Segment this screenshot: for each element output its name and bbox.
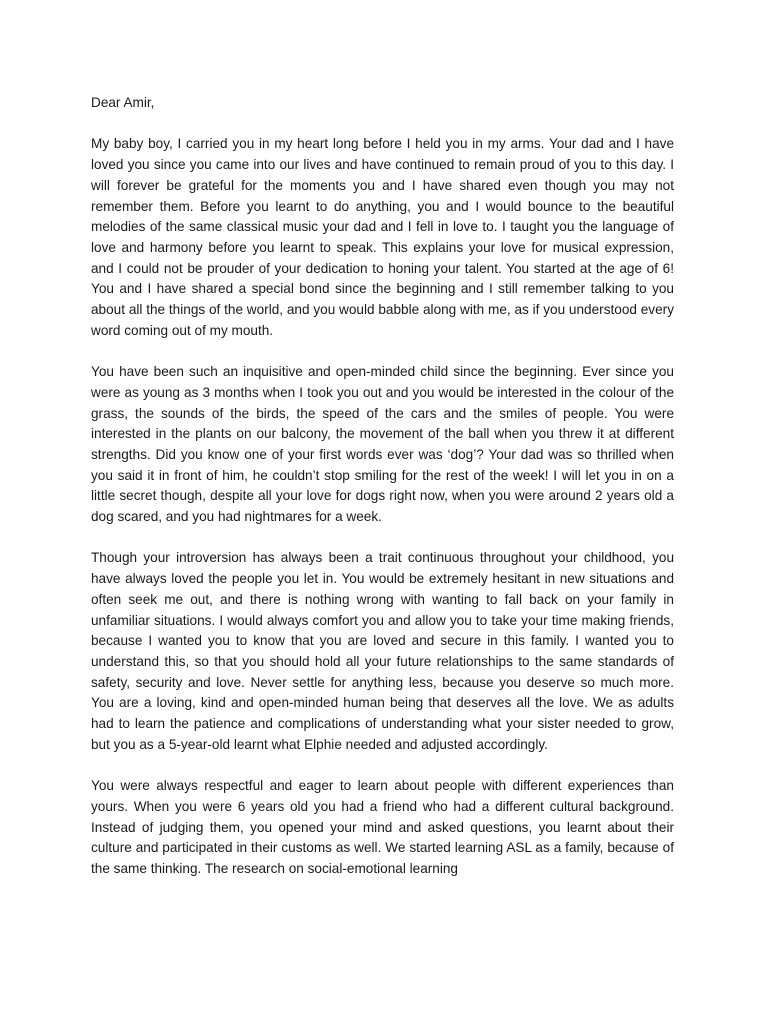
paragraph-3: Though your introversion has always been a trait continuous throughout your childhood, you have always loved the people you let in. You would be extremely hesitant in new situations and often seek me out, and there is nothing wrong with wanting to fall back on your family in unfamiliar situations. I would always comfort you and allow you to take your time making friends, because I wanted you to know that you are loved and secure in this family. I wanted you to understand this, so that you should hold all your future relationships to the same standards of safety, security and love. Never settle for anything less, because you deserve so much more. You are a loving, kind and open-minded human being that deserves all the love. We as adults had to learn the patience and complications of understanding what your sister needed to grow, but you as a 5-year-old learnt what Elphie needed and adjusted accordingly.	[91, 550, 674, 752]
letter-page	[91, 93, 674, 880]
paragraph-4: You were always respectful and eager to learn about people with different experiences than yours. When you were 6 years old you had a friend who had a different cultural background. Instead of judging them, you opened your mind and asked questions, you learnt about their culture and participated in their customs as well. We started learning ASL as a family, because of the same thinking. The research on social-emotional learning	[91, 778, 674, 876]
paragraph-1: My baby boy, I carried you in my heart long before I held you in my arms. Your dad and I have loved you since you came into our lives and have continued to remain proud of you to this day. I will forever be grateful for the moments you and I have shared even though you may not remember them. Before you learnt to do anything, you and I would bounce to the beautiful melodies of the same classical music your dad and I fell in love to. I taught you the language of love and harmony before you learnt to speak. This explains your love for musical expression, and I could not be prouder of your dedication to honing your talent. You started at the age of 6! You and I have shared a special bond since the beginning and I still remember talking to you about all the things of the world, and you would babble along with me, as if you understood every word coming out of my mouth.	[91, 136, 674, 338]
salutation: Dear Amir,	[91, 95, 155, 110]
paragraph-2: You have been such an inquisitive and open-minded child since the beginning. Ever since you were as young as 3 months when I took you out and you would be interested in the colour of the grass, the sounds of the birds, the speed of the cars and the smiles of people. You were interested in the plants on our balcony, the movement of the ball when you threw it at different strengths. Did you know one of your first words ever was ‘dog’? Your dad was so thrilled when you said it in front of him, he couldn’t stop smiling for the rest of the week! I will let you in on a little secret though, despite all your love for dogs right now, when you were around 2 years old a dog scared, and you had nightmares for a week.	[91, 364, 674, 525]
